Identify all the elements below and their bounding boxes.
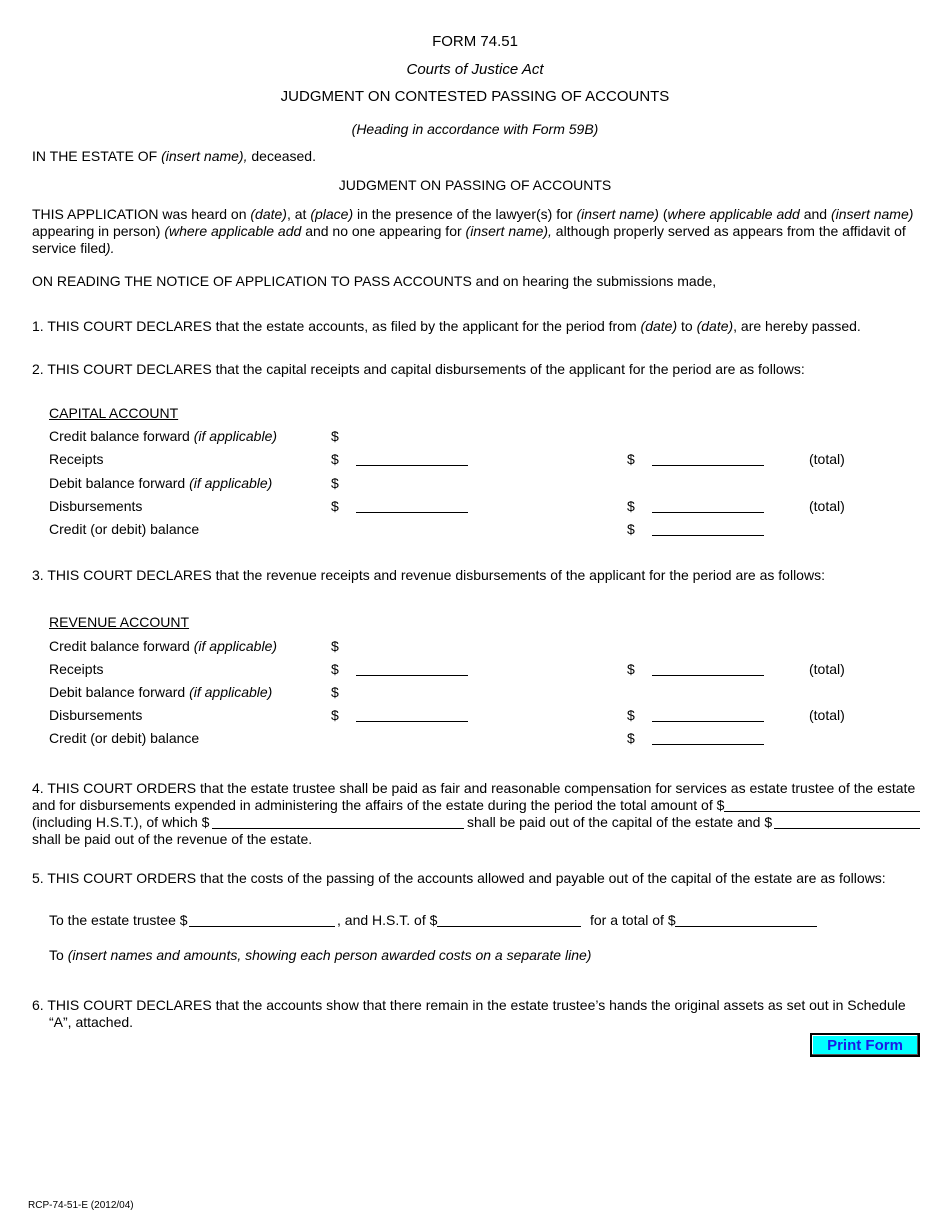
form-title: JUDGMENT ON CONTESTED PASSING OF ACCOUNTS [280,88,670,105]
app-text: although properly served as appears from the affidavit of service filed [32,223,906,256]
costs-total-input[interactable] [675,912,817,927]
capital-disbursements-total-input[interactable] [652,498,764,513]
capital-receipts-input[interactable] [356,451,468,466]
if-applicable: (if applicable) [189,684,273,700]
dollar-sign: $ [627,661,635,677]
para-6-line1: 6. THIS COURT DECLARES that the accounts show that there remain in the estate trustee’s hands the original assets as set out in Schedule [32,997,906,1013]
label-text: Credit balance forward [49,428,190,444]
para-1 [32,318,861,334]
estate-prefix: IN THE ESTATE OF [32,148,158,164]
dollar-sign: $ [627,730,635,746]
revenue-disbursements-total-input[interactable] [652,707,764,722]
capital-receipts-total-input[interactable] [652,451,764,466]
para-5: 5. THIS COURT ORDERS that the costs of the passing of the accounts allowed and payable out of the capital of the estate are as follows: [32,870,886,886]
label-text: Credit balance forward [49,638,190,654]
para1-text: , are hereby passed. [733,318,861,334]
hst-input[interactable] [437,912,581,927]
print-form-button[interactable]: Print Form [810,1033,920,1057]
capital-balance-label: Credit (or debit) balance [49,521,200,537]
app-insert-date: (date) [250,206,287,222]
total-label: (total) [809,451,845,467]
application-paragraph [32,206,920,257]
costs-to-line [49,947,591,963]
para-4-line4: shall be paid out of the revenue of the estate. [32,831,313,847]
para1-text: 1. THIS COURT DECLARES that the estate accounts, as filed by the applicant for the period from [32,318,637,334]
app-insert-where: (where applicable add [164,223,302,239]
app-insert-close: ). [105,240,115,256]
dollar-sign: $ [331,475,339,491]
app-text: , at [286,206,307,222]
para1-text: to [681,318,693,334]
dollar-sign: $ [331,428,339,444]
if-applicable: (if applicable) [189,475,273,491]
label-text: Debit balance forward [49,684,186,700]
dollar-sign: $ [331,498,339,514]
to-text: To [49,947,64,963]
app-text: in the presence of the lawyer(s) for [357,206,573,222]
form-code: RCP-74-51-E (2012/04) [28,1200,134,1211]
para-4-line3a: (including H.S.T.), of which $ [32,814,210,830]
compensation-capital-input[interactable] [212,814,464,829]
para-4-line3b: shall be paid out of the capital of the estate and $ [467,814,773,830]
dollar-sign: $ [331,707,339,723]
form-number: FORM 74.51 [432,33,518,50]
revenue-disbursements-label: Disbursements [49,707,143,723]
para-4-line2: and for disbursements expended in administering the affairs of the estate during the period the total amount of $ [32,797,725,813]
estate-insert-name: (insert name), [161,148,248,164]
para-2: 2. THIS COURT DECLARES that the capital receipts and capital disbursements of the applicant for the period are as follows: [32,361,805,377]
revenue-credit-forward-label [49,638,277,654]
capital-debit-forward-label [49,475,272,491]
app-text: appearing in person) [32,223,161,239]
reading-line: ON READING THE NOTICE OF APPLICATION TO PASS ACCOUNTS and on hearing the submissions made, [32,273,717,289]
if-applicable: (if applicable) [193,428,278,444]
app-text: ( [662,206,668,222]
dollar-sign: $ [627,451,635,467]
app-insert-where: where applicable add [667,206,800,222]
act-name: Courts of Justice Act [406,61,544,78]
to-insert-instructions: (insert names and amounts, showing each person awarded costs on a separate line) [67,947,592,963]
capital-credit-forward-label [49,428,277,444]
judgment-subtitle: JUDGMENT ON PASSING OF ACCOUNTS [338,177,612,193]
if-applicable: (if applicable) [193,638,278,654]
revenue-receipts-input[interactable] [356,661,468,676]
dollar-sign: $ [331,638,339,654]
app-insert-name: (insert name), [465,223,552,239]
dollar-sign: $ [331,451,339,467]
estate-trustee-label: To the estate trustee $ [49,912,188,928]
revenue-receipts-total-input[interactable] [652,661,764,676]
app-insert-name: (insert name) [576,206,659,222]
estate-suffix: deceased. [251,148,316,164]
dollar-sign: $ [331,661,339,677]
app-insert-name: (insert name) [830,206,914,222]
total-label: (total) [809,707,845,723]
para-3: 3. THIS COURT DECLARES that the revenue receipts and revenue disbursements of the applicant for the period are as follows: [32,567,825,583]
para1-date: (date) [696,318,734,334]
revenue-balance-label: Credit (or debit) balance [49,730,200,746]
app-text: and no one appearing for [305,223,462,239]
revenue-receipts-label: Receipts [49,661,104,677]
label-text: Debit balance forward [49,475,186,491]
hst-label: , and H.S.T. of $ [337,912,438,928]
revenue-disbursements-input[interactable] [356,707,468,722]
dollar-sign: $ [331,684,339,700]
para1-date: (date) [640,318,678,334]
capital-balance-input[interactable] [652,521,764,536]
total-label: (total) [809,661,845,677]
revenue-balance-input[interactable] [652,730,764,745]
app-text: and [803,206,828,222]
total-label: (total) [809,498,845,514]
dollar-sign: $ [627,498,635,514]
capital-disbursements-input[interactable] [356,498,468,513]
para-6-line2: “A”, attached. [49,1014,134,1030]
dollar-sign: $ [627,521,635,537]
compensation-total-input[interactable] [724,797,920,812]
estate-line [32,148,316,164]
compensation-revenue-input[interactable] [774,814,920,829]
app-insert-place: (place) [310,206,354,222]
para-4-line1: 4. THIS COURT ORDERS that the estate trustee shall be paid as fair and reasonable compensation for services as estate trustee of the estate [32,780,916,796]
heading-note: (Heading in accordance with Form 59B) [351,121,599,137]
revenue-debit-forward-label [49,684,272,700]
capital-account-heading: CAPITAL ACCOUNT [49,405,179,421]
app-text: THIS APPLICATION was heard on [32,206,247,222]
capital-receipts-label: Receipts [49,451,104,467]
total-for-label: for a total of $ [590,912,676,928]
dollar-sign: $ [627,707,635,723]
capital-disbursements-label: Disbursements [49,498,143,514]
revenue-account-heading: REVENUE ACCOUNT [49,614,190,630]
estate-trustee-costs-input[interactable] [189,912,335,927]
